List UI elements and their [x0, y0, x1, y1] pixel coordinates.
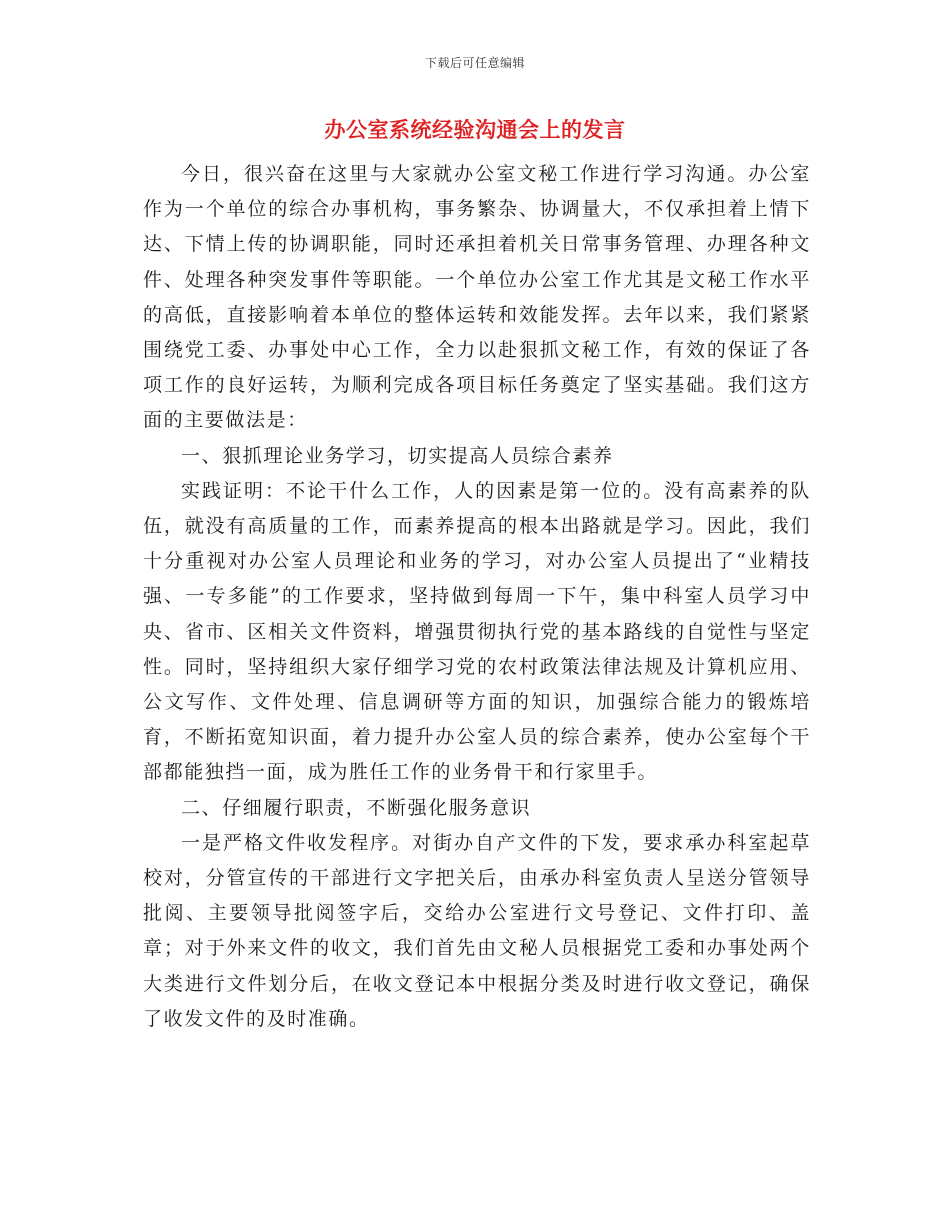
document-body	[143, 157, 811, 1037]
section-heading-1: 一、狠抓理论业务学习，切实提高人员综合素养	[181, 444, 614, 467]
paragraph-section-1: 实践证明：不论干什么工作，人的因素是第一位的。没有高素养的队伍，就没有高质量的工作，而素养提高的根本出路就是学习。因此，我们十分重视对办公室人员理论和业务的学习，对办公室人员提出了“业精技强、一专多能”的工作要求，坚持做到每周一下午，集中科室人员学习中央、省市、区相关文件资料，增强贯彻执行党的基本路线的自觉性与坚定性。同时，坚持组织大家仔细学习党的农村政策法律法规及计算机应用、公文写作、文件处理、信息调研等方面的知识，加强综合能力的锻炼培育，不断拓宽知识面，着力提升办公室人员的综合素养，使办公室每个干部都能独挡一面，成为胜任工作的业务骨干和行家里手。	[143, 479, 811, 784]
page-header-note: 下载后可任意编辑	[424, 56, 525, 70]
paragraph-intro: 今日，很兴奋在这里与大家就办公室文秘工作进行学习沟通。办公室作为一个单位的综合办事机构，事务繁杂、协调量大，不仅承担着上情下达、下情上传的协调职能，同时还承担着机关日常事务管理、办理各种文件、处理各种突发事件等职能。一个单位办公室工作尤其是文秘工作水平的高低，直接影响着本单位的整体运转和效能发挥。去年以来，我们紧紧围绕党工委、办事处中心工作，全力以赴狠抓文秘工作，有效的保证了各项工作的良好运转，为顺利完成各项目标任务奠定了坚实基础。我们这方面的主要做法是：	[143, 163, 811, 432]
document-title: 办公室系统经验沟通会上的发言	[324, 117, 626, 142]
section-heading-2: 二、仔细履行职责，不断强化服务意识	[181, 796, 532, 819]
paragraph-section-2: 一是严格文件收发程序。对街办自产文件的下发，要求承办科室起草校对，分管宣传的干部进行文字把关后，由承办科室负责人呈送分管领导批阅、主要领导批阅签字后，交给办公室进行文号登记、文件打印、盖章；对于外来文件的收文，我们首先由文秘人员根据党工委和办事处两个大类进行文件划分后，在收文登记本中根据分类及时进行收文登记，确保了收发文件的及时准确。	[143, 831, 811, 1030]
